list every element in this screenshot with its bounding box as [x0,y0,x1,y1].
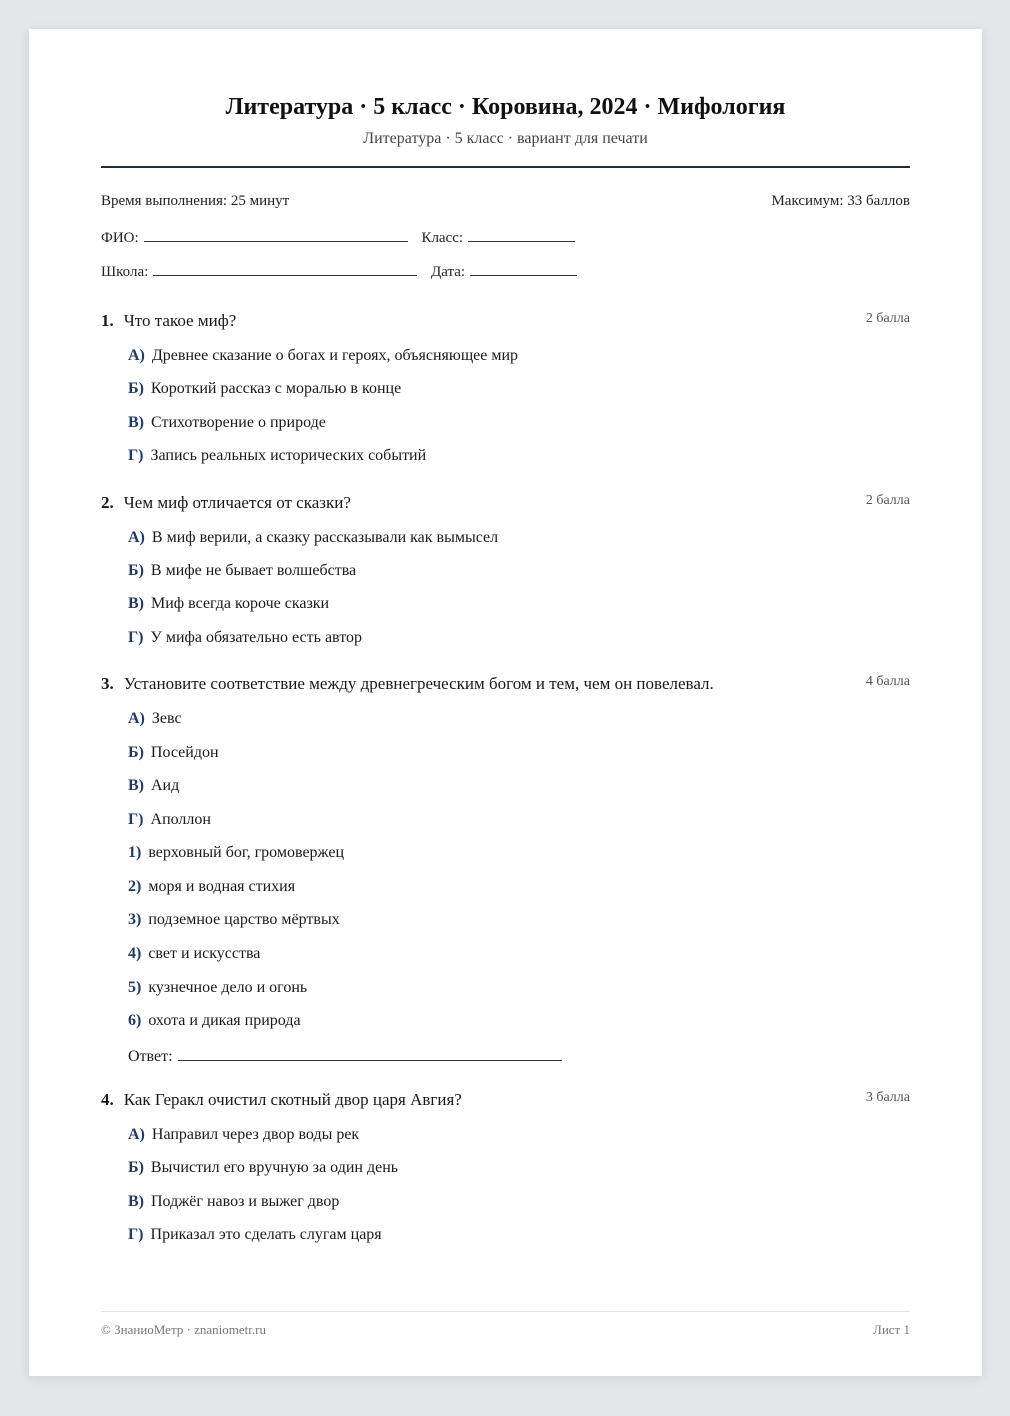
option-1v[interactable] [128,414,326,432]
fio-row [101,226,575,247]
option-text: У мифа обязательно есть автор [150,629,362,646]
question-points: 2 балла [865,493,910,508]
option-text: Миф всегда короче сказки [151,595,330,612]
match-text: моря и водная стихия [148,878,296,895]
option-letter: Г) [128,811,144,828]
option-1b[interactable] [128,380,401,398]
match-number: 6) [128,1012,142,1029]
match-text: охота и дикая природа [148,1012,301,1029]
option-2a[interactable] [128,529,498,547]
option-text: В миф верили, а сказку рассказывали как вымысел [151,529,499,546]
match-6 [128,1012,301,1030]
fio-label: ФИО: [101,230,139,246]
match-2 [128,878,295,896]
option-letter: Г) [128,629,144,646]
match-3 [128,911,340,929]
match-4 [128,945,260,963]
time-limit: Время выполнения: 25 минут [101,193,290,209]
match-text: свет и искусства [148,945,261,962]
option-3v[interactable] [128,777,179,795]
option-2b[interactable] [128,562,356,580]
question-points: 2 балла [865,311,910,326]
question-2 [101,493,910,513]
footer-copyright: © ЗнаниоМетр · znaniometr.ru [101,1322,266,1337]
match-5 [128,979,307,997]
option-letter: Б) [128,1159,144,1176]
option-text: Аид [151,777,180,794]
option-text: Посейдон [150,744,219,761]
option-3b[interactable] [128,744,219,762]
page-title: Литература · 5 класс · Коровина, 2024 · Мифология [225,94,786,120]
option-text: Зевс [151,710,182,727]
class-field[interactable] [468,226,575,242]
date-label: Дата: [431,264,466,280]
question-number: 3. [101,674,114,693]
option-4v[interactable] [128,1193,339,1211]
fio-field[interactable] [144,226,408,242]
footer-divider [101,1311,910,1312]
option-4b[interactable] [128,1159,398,1177]
match-number: 5) [128,979,142,996]
answer-row [128,1046,562,1066]
option-3a[interactable] [128,710,182,728]
option-text: Запись реальных исторических событий [150,447,427,464]
match-number: 3) [128,911,142,928]
match-number: 4) [128,945,142,962]
option-letter: А) [128,347,145,364]
option-letter: А) [128,529,145,546]
answer-field[interactable] [178,1046,562,1061]
option-text: Стихотворение о природе [151,414,326,431]
question-points: 3 балла [865,1090,910,1105]
option-text: Поджёг навоз и выжег двор [151,1193,340,1210]
question-4 [101,1090,910,1110]
option-letter: Б) [128,562,144,579]
footer-sheet-number: Лист 1 [873,1322,910,1337]
question-number: 2. [101,493,114,512]
match-text: кузнечное дело и огонь [148,979,308,996]
question-points: 4 балла [865,674,910,689]
match-text: верховный бог, громовержец [148,844,345,861]
date-field[interactable] [470,260,577,276]
match-number: 2) [128,878,142,895]
option-2v[interactable] [128,595,329,613]
class-label: Класс: [421,230,464,246]
school-field[interactable] [153,260,417,276]
answer-label: Ответ: [128,1048,173,1065]
option-1g[interactable] [128,447,426,465]
header-divider [101,166,910,168]
option-letter: А) [128,1126,145,1143]
option-4a[interactable] [128,1126,359,1144]
question-text: Что такое миф? [123,311,237,330]
option-text: Древнее сказание о богах и героях, объясняющее мир [151,347,519,364]
page-subtitle: Литература · 5 класс · вариант для печати [363,130,648,147]
option-letter: Г) [128,447,144,464]
max-score: Максимум: 33 баллов [771,193,910,209]
option-letter: В) [128,595,144,612]
school-row [101,260,577,281]
option-letter: В) [128,414,144,431]
worksheet-page [29,29,982,1376]
option-text: Вычистил его вручную за один день [150,1159,399,1176]
option-1a[interactable] [128,347,518,365]
option-letter: В) [128,1193,144,1210]
match-text: подземное царство мёртвых [148,911,340,928]
option-text: Аполлон [150,811,211,828]
question-1 [101,311,910,331]
option-text: Направил через двор воды рек [151,1126,360,1143]
option-letter: В) [128,777,144,794]
option-text: В мифе не бывает волшебства [150,562,357,579]
question-text: Как Геракл очистил скотный двор царя Авгия? [123,1090,462,1109]
question-text: Установите соответствие между древнегреческим богом и тем, чем он повелевал. [123,674,714,693]
option-text: Приказал это сделать слугам царя [150,1226,382,1243]
question-number: 1. [101,311,114,330]
question-number: 4. [101,1090,114,1109]
option-3g[interactable] [128,811,211,829]
question-text: Чем миф отличается от сказки? [123,493,351,512]
option-4g[interactable] [128,1226,382,1244]
option-letter: А) [128,710,145,727]
option-2g[interactable] [128,629,362,647]
option-letter: Б) [128,380,144,397]
option-letter: Г) [128,1226,144,1243]
school-label: Школа: [101,264,149,280]
option-letter: Б) [128,744,144,761]
match-1 [128,844,344,862]
match-number: 1) [128,844,142,861]
option-text: Короткий рассказ с моралью в конце [150,380,402,397]
question-3 [101,674,910,694]
